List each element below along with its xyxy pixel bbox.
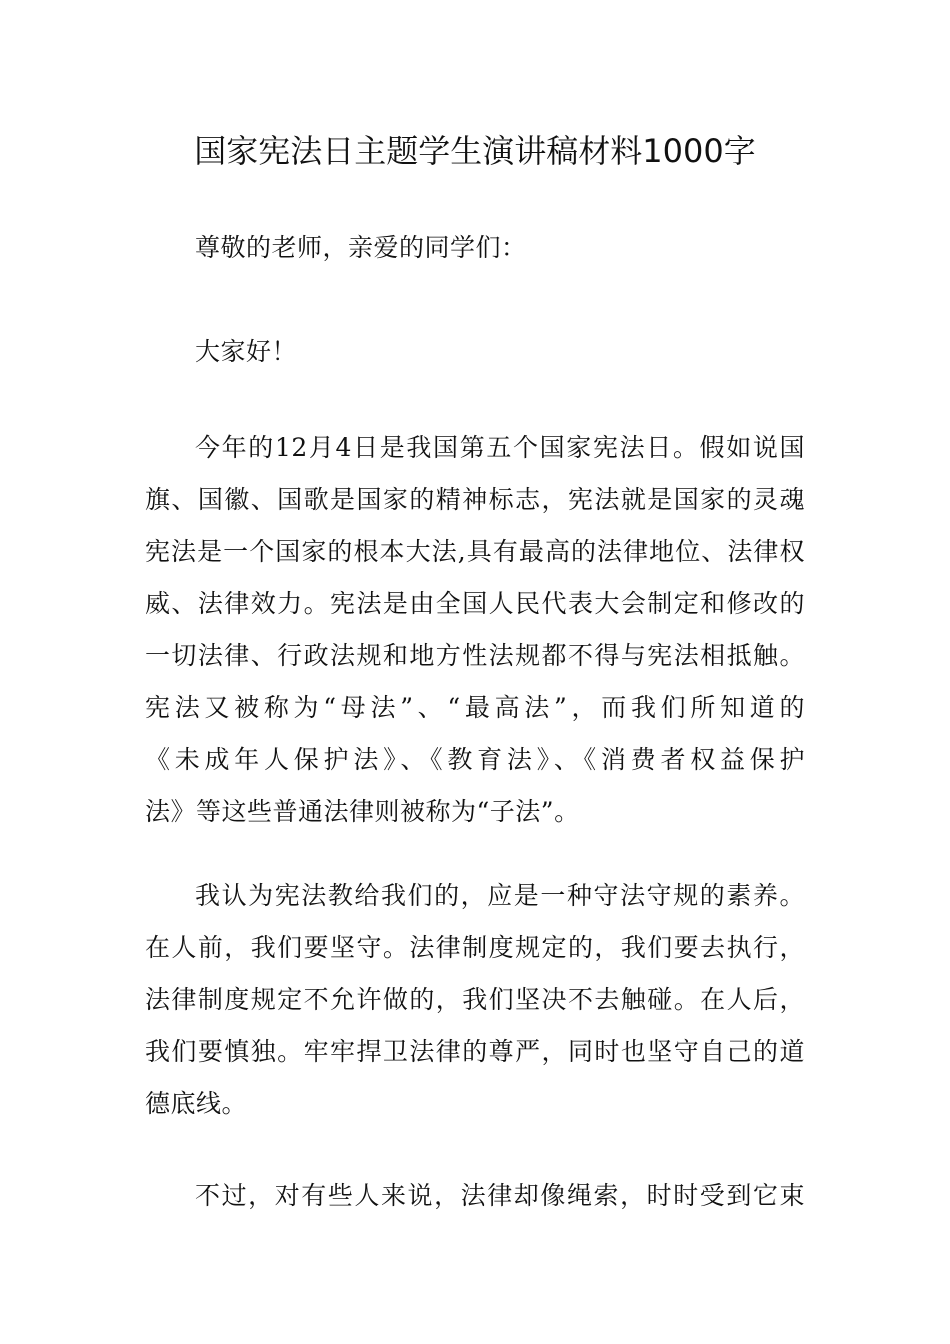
greeting-paragraph: [145, 222, 805, 274]
paragraph-1-line: 威、法律效力。宪法是由全国人民代表大会制定和修改的: [145, 589, 805, 618]
hello-paragraph: [145, 326, 805, 378]
paragraph-2-line: 我们要慎独。牢牢捍卫法律的尊严，同时也坚守自己的道: [145, 1037, 805, 1066]
paragraph-1-line: 今年的12月4日是我国第五个国家宪法日。假如说国: [195, 433, 805, 462]
document-title: 国家宪法日主题学生演讲稿材料1000字: [194, 132, 756, 170]
paragraph-2: [145, 870, 805, 1130]
paragraph-1-line: 旗、国徽、国歌是国家的精神标志，宪法就是国家的灵魂: [145, 485, 805, 514]
greeting-text: 尊敬的老师，亲爱的同学们：: [195, 233, 527, 262]
paragraph-2-line: 德底线。: [145, 1089, 248, 1118]
hello-text: 大家好！: [195, 337, 298, 366]
paragraph-2-line: 在人前，我们要坚守。法律制度规定的，我们要去执行，: [145, 933, 805, 962]
paragraph-1-line: 宪法又被称为“母法”、“最高法”，而我们所知道的: [145, 693, 805, 722]
paragraph-1-line: 宪法是一个国家的根本大法,具有最高的法律地位、法律权: [145, 537, 805, 566]
paragraph-1: [145, 422, 805, 838]
paragraph-1-line: 一切法律、行政法规和地方性法规都不得与宪法相抵触。: [145, 641, 805, 670]
paragraph-3-line: 不过，对有些人来说，法律却像绳索，时时受到它束: [195, 1181, 805, 1210]
paragraph-2-line: 法律制度规定不允许做的，我们坚决不去触碰。在人后，: [145, 985, 805, 1014]
paragraph-3: [145, 1170, 805, 1222]
paragraph-1-line: 法》等这些普通法律则被称为“子法”。: [145, 797, 580, 826]
paragraph-2-line: 我认为宪法教给我们的，应是一种守法守规的素养。: [195, 881, 805, 910]
paragraph-1-line: 《未成年人保护法》、《教育法》、《消费者权益保护: [145, 745, 805, 774]
